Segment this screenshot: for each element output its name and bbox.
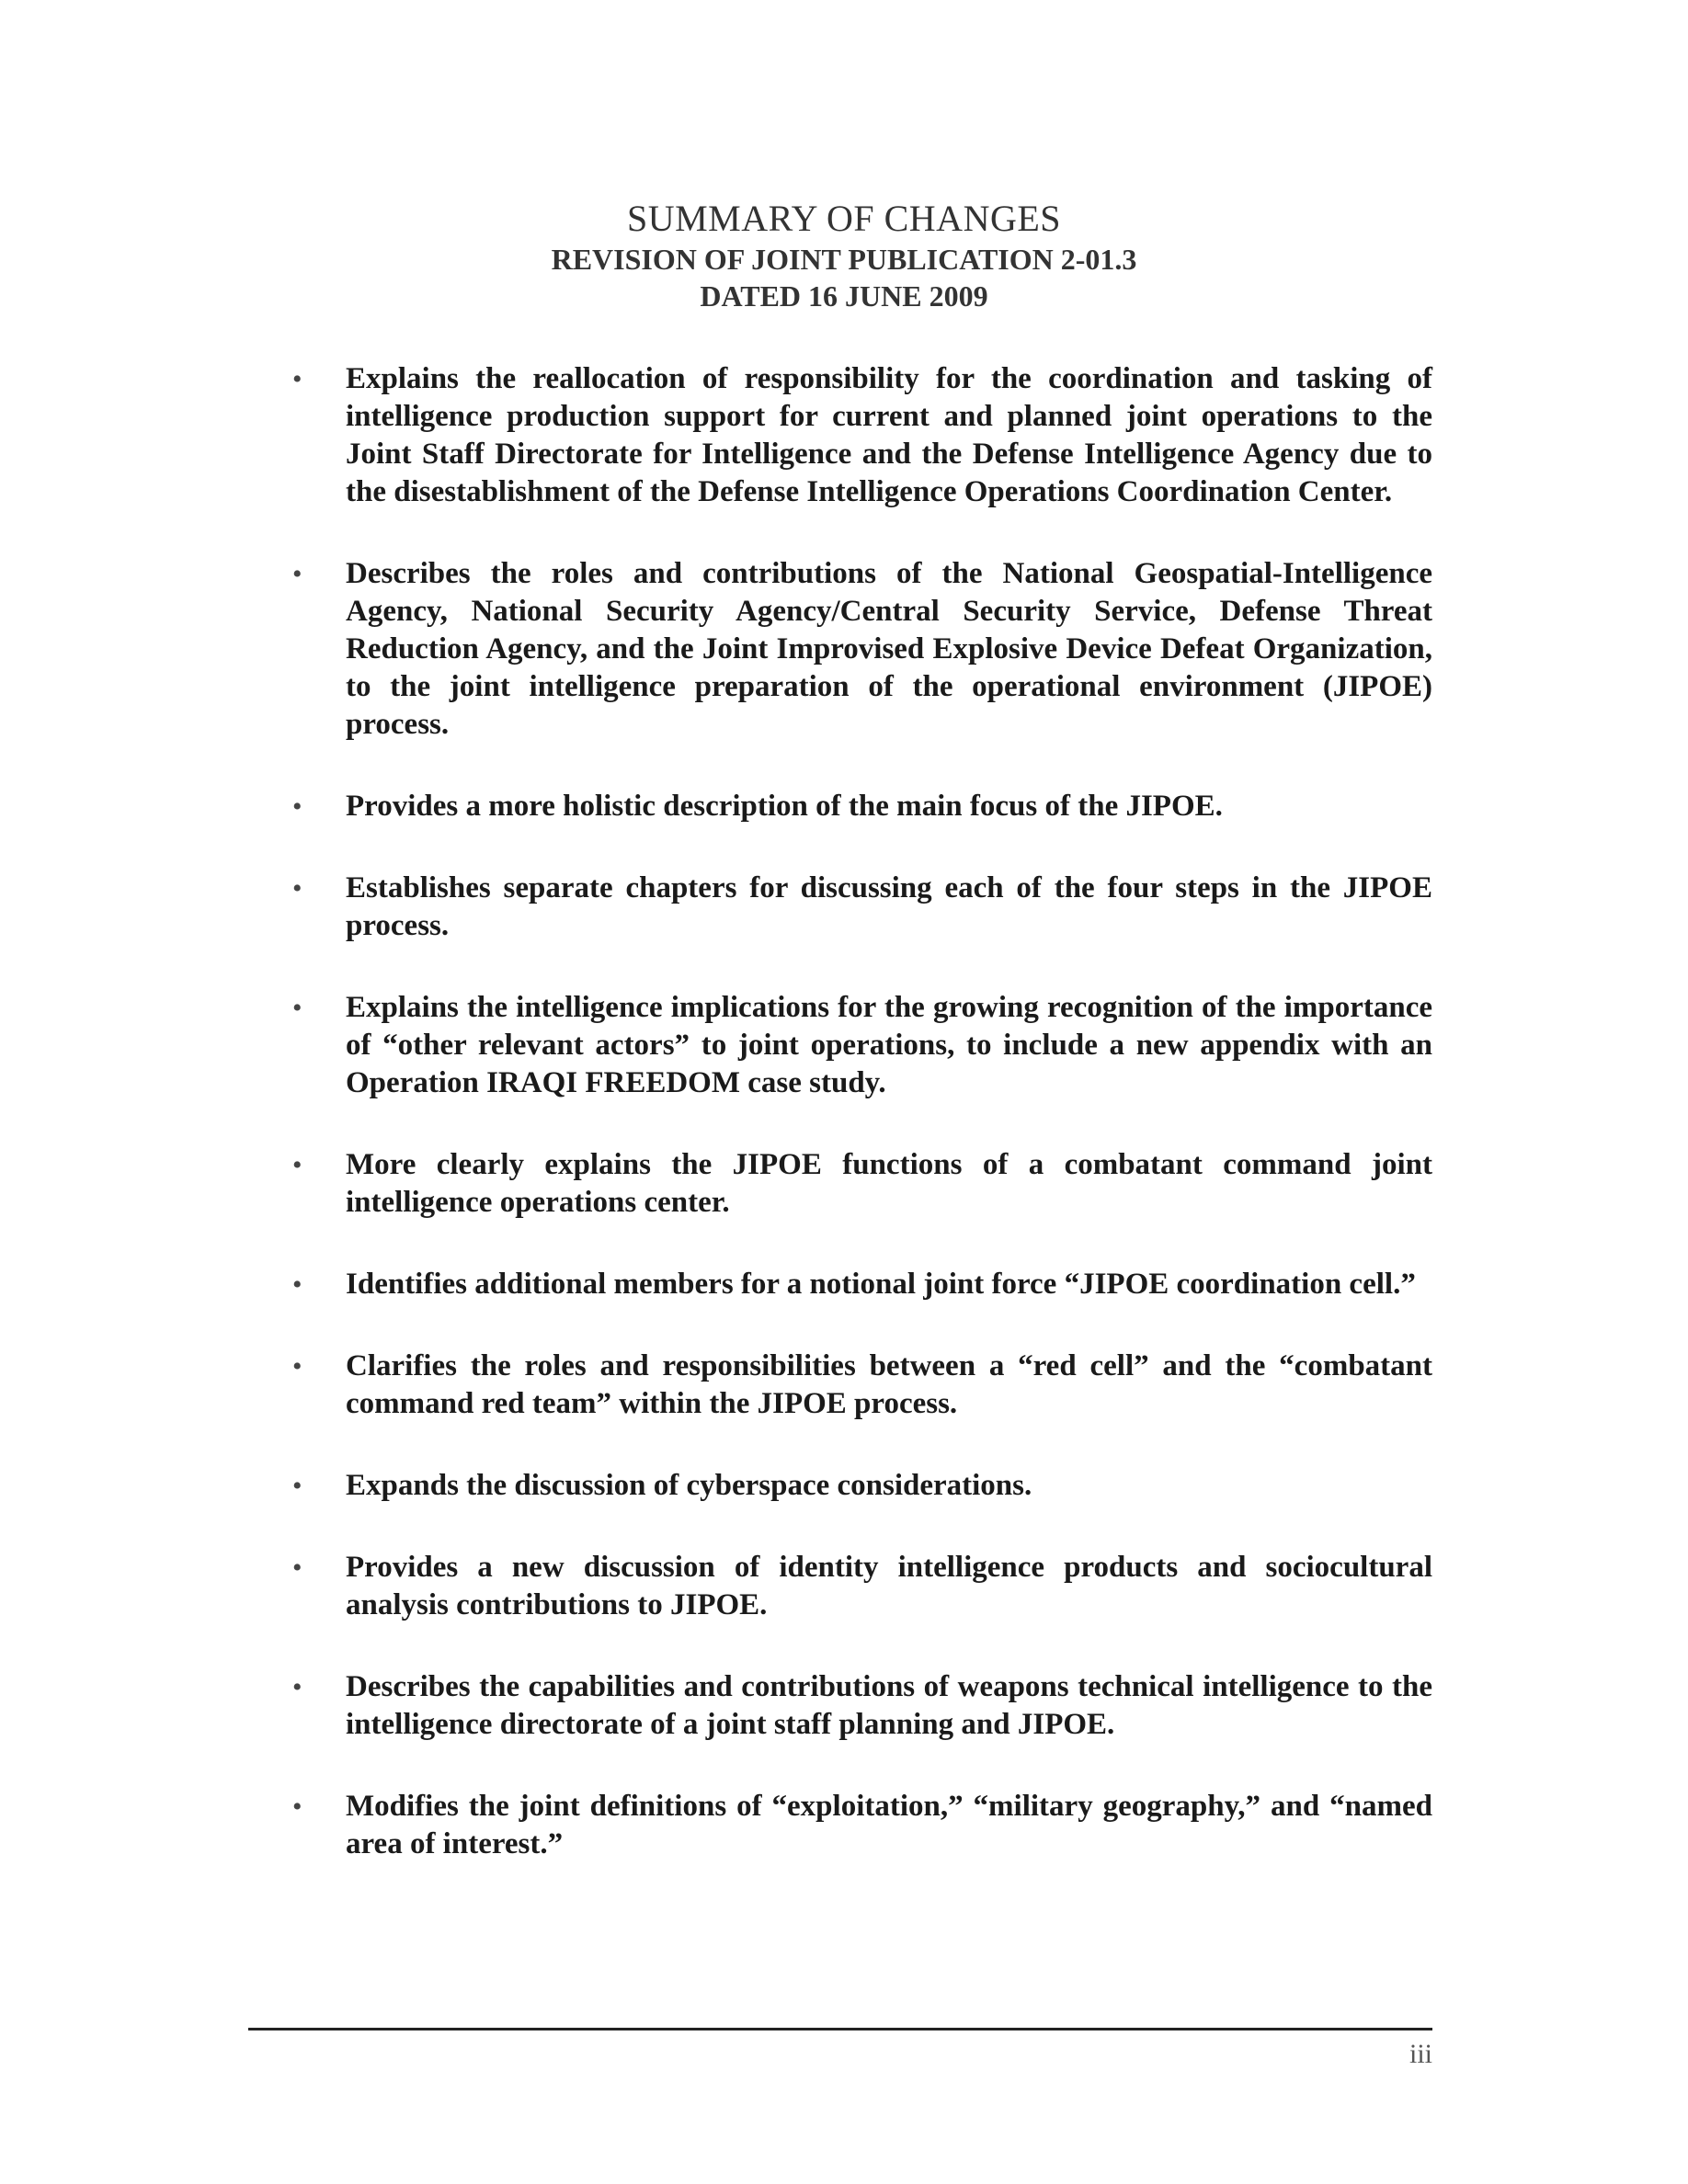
list-item-text: Explains the intelligence implications for the growing recognition of the importance of “other relevant actors” to joint operations, to include a new appendix with an Operation IRAQI FREEDOM case study. (346, 991, 1432, 1099)
bullet-icon: • (292, 1269, 302, 1300)
changes-list (287, 360, 1432, 1907)
list-item (287, 1668, 1432, 1744)
revision-line: REVISION OF JOINT PUBLICATION 2-01.3 (551, 243, 1137, 276)
list-item (287, 989, 1432, 1102)
list-item (287, 1549, 1432, 1624)
bullet-icon: • (292, 1150, 302, 1180)
list-item (287, 360, 1432, 511)
page-number: iii (1409, 2039, 1432, 2069)
list-item-text: Modifies the joint definitions of “exploitation,” “military geography,” and “named area of interest.” (346, 1790, 1432, 1860)
list-item-text: Establishes separate chapters for discussing each of the four steps in the JIPOE process. (346, 871, 1432, 942)
bullet-icon: • (292, 1351, 302, 1382)
date-line: DATED 16 JUNE 2009 (700, 279, 988, 313)
bullet-icon: • (292, 1471, 302, 1501)
list-item (287, 1348, 1432, 1423)
list-item-text: Describes the roles and contributions of the National Geospatial-Intelligence Agency, National Security Agency/Central Security Service, Defense Threat Reduction Agency, and the Joint Improvised Explosive Device Defeat Organization, to the joint intelligence preparation of the operational environment (JIPOE) process. (346, 557, 1432, 741)
list-item-text: Explains the reallocation of responsibility for the coordination and tasking of intelligence production support for current and planned joint operations to the Joint Staff Directorate for Intelligence and the Defense Intelligence Agency due to the disestablishment of the Defense Intelligence Operations Coordination Center. (346, 362, 1432, 508)
bullet-icon: • (292, 1553, 302, 1583)
page-header (0, 197, 1688, 314)
list-item-text: More clearly explains the JIPOE functions of a combatant command joint intelligence operations center. (346, 1148, 1432, 1219)
list-item (287, 1788, 1432, 1863)
list-item-text: Provides a more holistic description of the main focus of the JIPOE. (346, 790, 1223, 823)
bullet-icon: • (292, 559, 302, 589)
bullet-icon: • (292, 1672, 302, 1702)
list-item-text: Describes the capabilities and contributions of weapons technical intelligence to the intelligence directorate of a joint staff planning and JIPOE. (346, 1670, 1432, 1741)
list-item (287, 1146, 1432, 1222)
list-item-text: Clarifies the roles and responsibilities between a “red cell” and the “combatant command red team” within the JIPOE process. (346, 1349, 1432, 1420)
footer-divider (248, 2028, 1432, 2030)
list-item-text: Identifies additional members for a notional joint force “JIPOE coordination cell.” (346, 1268, 1416, 1301)
bullet-icon: • (292, 364, 302, 394)
bullet-icon: • (292, 873, 302, 904)
bullet-icon: • (292, 1792, 302, 1822)
bullet-icon: • (292, 993, 302, 1023)
list-item (287, 870, 1432, 945)
list-item (287, 555, 1432, 744)
list-item (287, 788, 1432, 825)
bullet-icon: • (292, 791, 302, 822)
list-item (287, 1266, 1432, 1303)
list-item (287, 1467, 1432, 1505)
list-item-text: Expands the discussion of cyberspace considerations. (346, 1469, 1032, 1502)
page-title: SUMMARY OF CHANGES (626, 198, 1062, 239)
list-item-text: Provides a new discussion of identity intelligence products and sociocultural analysis contributions to JIPOE. (346, 1551, 1432, 1621)
